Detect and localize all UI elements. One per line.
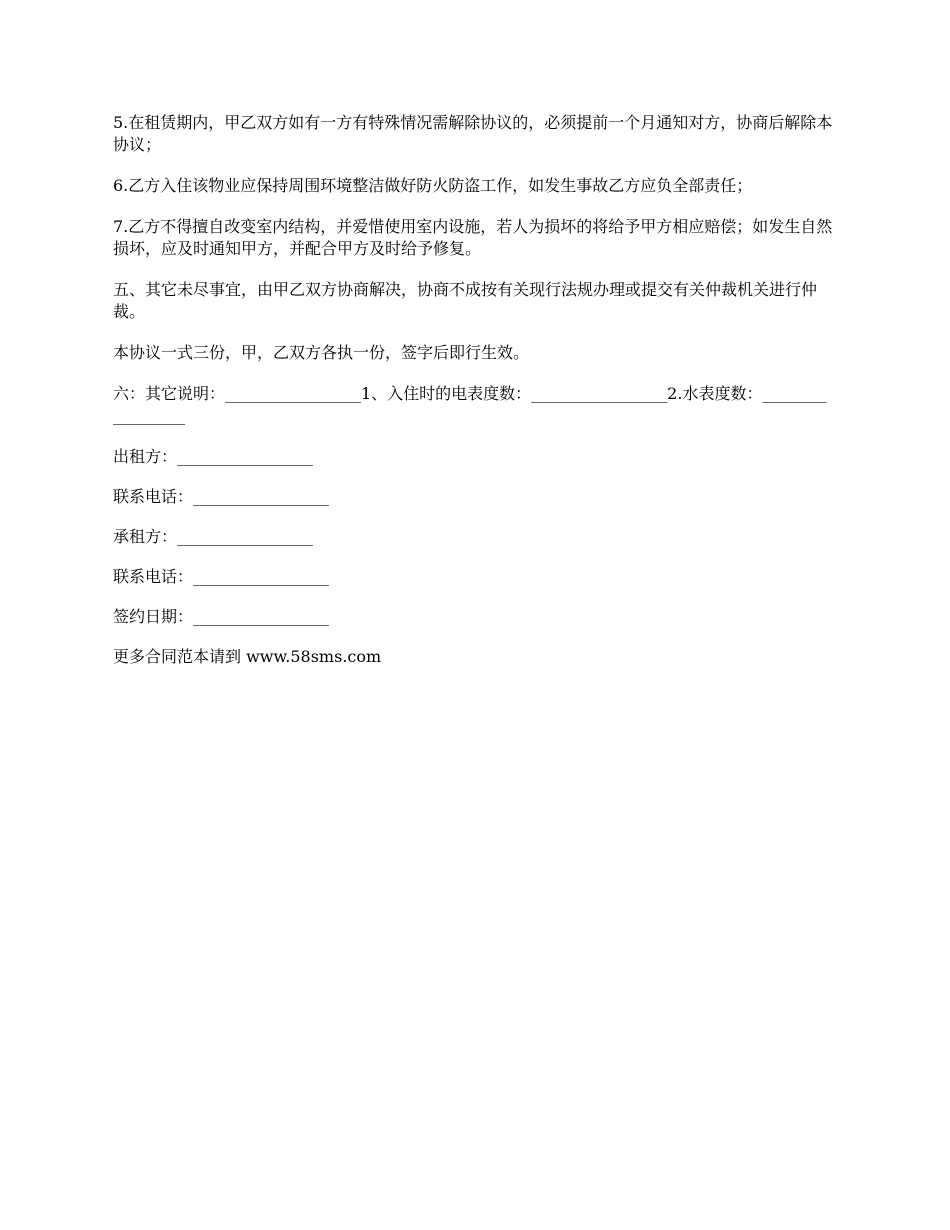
clause-7: 7.乙方不得擅自改变室内结构，并爱惜使用室内设施，若人为损坏的将给予甲方相应赔偿；如发生自然损坏，应及时通知甲方，并配合甲方及时给予修复。	[113, 217, 833, 258]
document-page	[113, 112, 833, 686]
section-6-other-notes: 六：其它说明：_________________1、入住时的电表度数：_________________2.水表度数：_________________	[113, 384, 827, 425]
clause-5: 5.在租赁期内，甲乙双方如有一方有特殊情况需解除协议的，必须提前一个月通知对方，协商后解除本协议；	[113, 113, 833, 154]
lessee-phone-field: 联系电话：_________________	[113, 567, 330, 586]
lessee-field: 承租方：_________________	[113, 527, 314, 546]
copies-statement: 本协议一式三份，甲，乙双方各执一份，签字后即行生效。	[113, 343, 530, 362]
lessor-field: 出租方：_________________	[113, 447, 314, 466]
lessor-phone-field: 联系电话：_________________	[113, 487, 330, 506]
footer-more-templates: 更多合同范本请到 www.58sms.com	[113, 647, 382, 666]
section-5-other-matters: 五、其它未尽事宜，由甲乙双方协商解决，协商不成按有关现行法规办理或提交有关仲裁机关进行仲裁。	[113, 280, 818, 321]
signing-date-field: 签约日期：_________________	[113, 607, 330, 626]
clause-6: 6.乙方入住该物业应保持周围环境整洁做好防火防盗工作，如发生事故乙方应负全部责任；	[113, 176, 753, 195]
